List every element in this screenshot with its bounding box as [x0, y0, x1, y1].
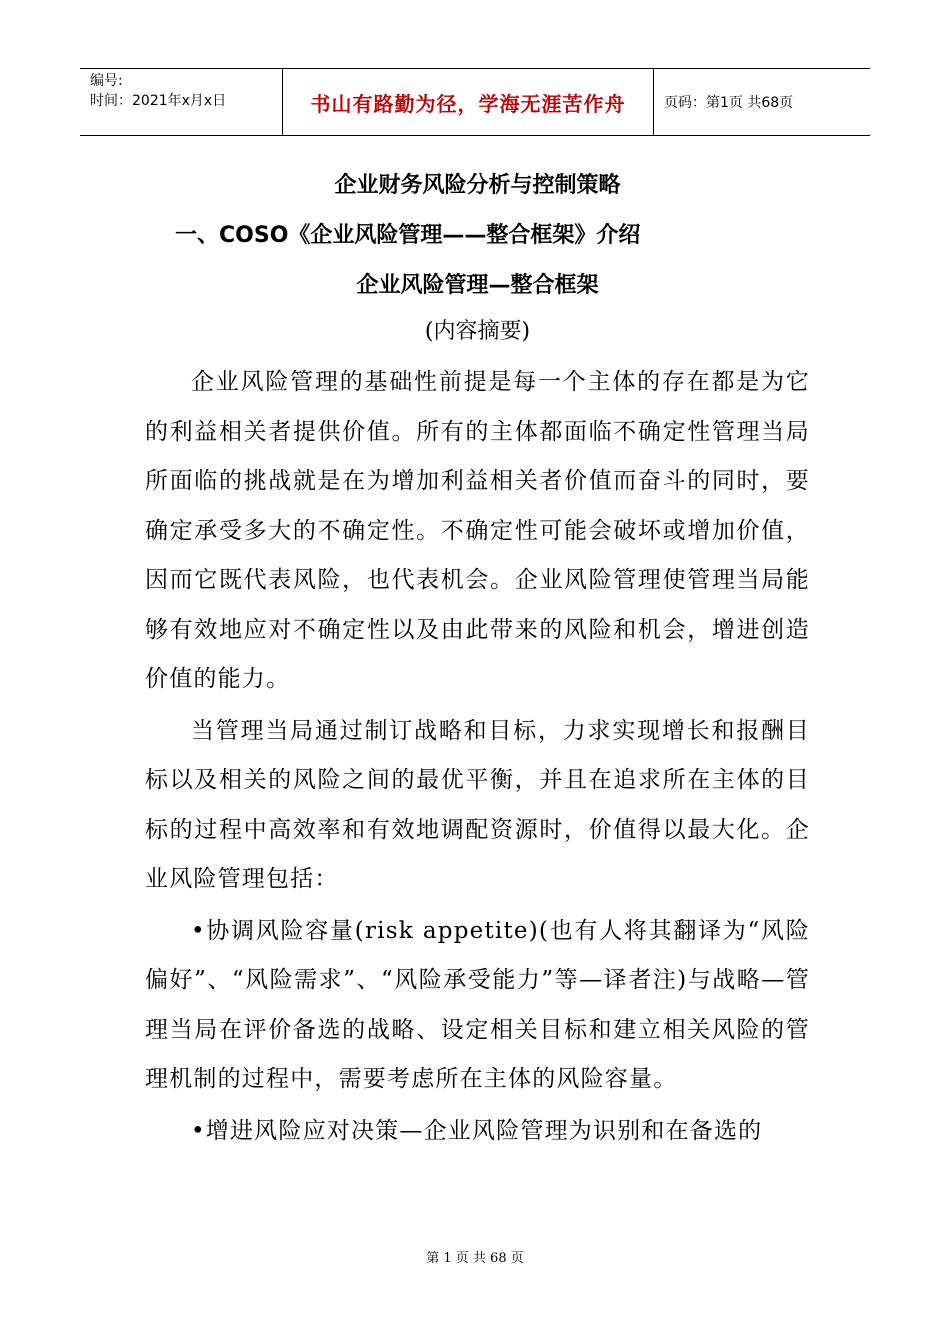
time-label: 时间：2021年x月x日: [90, 93, 227, 109]
paragraph: 企业风险管理的基础性前提是每一个主体的存在都是为它的利益相关者提供价值。所有的主体都面临不确定性管理当局所面临的挑战就是在为增加利益相关者价值而奋斗的同时，要确定承受多大的不确定性。不确定性可能会破坏或增加价值，因而它既代表风险，也代表机会。企业风险管理使管理当局能够有效地应对不确定性以及由此带来的风险和机会，增进创造价值的能力。: [145, 369, 810, 692]
page-footer: 第 1 页 共 68 页: [426, 1251, 524, 1266]
header-motto: 书山有路勤为径，学海无涯苦作舟: [282, 69, 654, 135]
document-header: [80, 68, 870, 136]
bullet-paragraph: •增进风险应对决策—企业风险管理为识别和在备选的: [191, 1117, 763, 1144]
document-body: [145, 160, 810, 1156]
bullet-paragraph: •协调风险容量(risk appetite)(也有人将其翻译为“风险偏好”、“风险需求”、“风险承受能力”等—译者注)与战略—管理当局在评价备选的战略、设定相关目标和建立相关风险的管理机制的过程中，需要考虑所在主体的风险容量。: [145, 917, 810, 1092]
section-heading: 一、COSO《企业风险管理——整合框架》介绍: [175, 223, 641, 248]
document-title: 企业财务风险分析与控制策略: [334, 173, 621, 198]
header-page-info: 页码：第1页 共68页: [664, 95, 794, 111]
section-subtitle: 企业风险管理—整合框架: [356, 273, 599, 298]
summary-label: (内容摘要): [424, 319, 531, 344]
paragraph: 当管理当局通过制订战略和目标，力求实现增长和报酬目标以及相关的风险之间的最优平衡，并且在追求所在主体的目标的过程中高效率和有效地调配资源时，价值得以最大化。企业风险管理包括：: [145, 717, 810, 892]
header-meta: [80, 69, 282, 135]
number-label: 编号:: [90, 73, 123, 89]
